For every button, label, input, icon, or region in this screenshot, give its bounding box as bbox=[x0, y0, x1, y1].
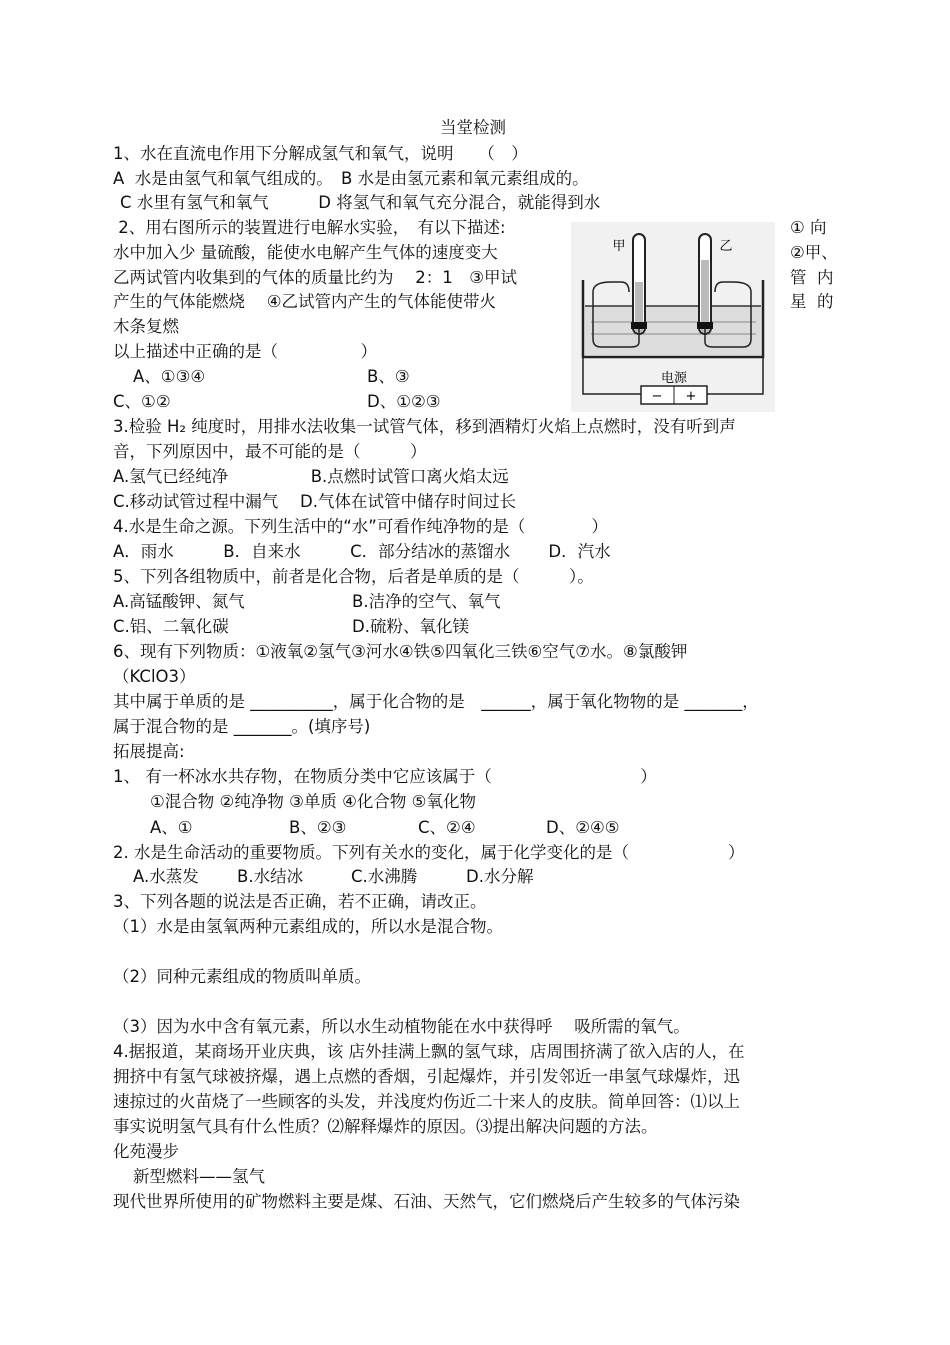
q1-options-ab: A 水是由氢气和氧气组成的。 B 水是由氢元素和氧元素组成的。 bbox=[113, 169, 589, 188]
q5-option-b: B.洁净的空气、氧气 bbox=[352, 592, 501, 611]
ext-q1-stem: 1、 有一杯冰水共存物，在物质分类中它应该属于（ ） bbox=[113, 767, 657, 786]
q2-right-1: ① 向 bbox=[790, 218, 827, 237]
ext-q2-option-d: D.水分解 bbox=[466, 867, 534, 886]
tube-right-label: 乙 bbox=[719, 239, 733, 254]
q5-option-c: C.铝、二氧化碳 bbox=[113, 617, 229, 636]
electrolysis-apparatus-figure bbox=[571, 222, 775, 412]
q2-ask: 以上描述中正确的是（ ） bbox=[113, 342, 377, 361]
q2-line-4: 产生的气体能燃烧 ④乙试管内产生的气体能使带火 bbox=[113, 292, 497, 311]
ext-q2-option-c: C.水沸腾 bbox=[351, 867, 418, 886]
q2-option-b: B、③ bbox=[367, 367, 410, 386]
q1-stem: 1、水在直流电作用下分解成氢气和氧气，说明 （ ） bbox=[113, 144, 528, 163]
q1-options-cd: C 水里有氢气和氧气 D 将氢气和氧气充分混合，就能得到水 bbox=[120, 193, 601, 212]
q4-stem: 4.水是生命之源。下列生活中的“水”可看作纯净物的是（ ） bbox=[113, 517, 608, 536]
ext-q3-item-2: （2）同种元素组成的物质叫单质。 bbox=[113, 967, 371, 986]
ext-q3-item-3: （3）因为水中含有氧元素，所以水生动植物能在水中获得呼 吸所需的氧气。 bbox=[113, 1017, 690, 1036]
ext-q1-items: ①混合物 ②纯净物 ③单质 ④化合物 ⑤氧化物 bbox=[150, 792, 476, 811]
q2-right-2: ②甲、 bbox=[790, 243, 838, 262]
q5-stem: 5、下列各组物质中，前者是化合物，后者是单质的是（ ）。 bbox=[113, 567, 594, 586]
q6-line-2: （KClO3） bbox=[113, 667, 196, 686]
extension-heading: 拓展提高: bbox=[113, 742, 185, 761]
minus-terminal: − bbox=[651, 389, 663, 404]
q5-option-d: D.硫粉、氧化镁 bbox=[352, 617, 469, 636]
q2-stem: 2、用右图所示的装置进行电解水实验， 有以下描述: bbox=[113, 218, 506, 237]
ext-q4-line-2: 拥挤中有氢气球被挤爆，遇上点燃的香烟，引起爆炸，并引发邻近一串氢气球爆炸，迅 bbox=[113, 1067, 740, 1086]
q2-option-a: A、①③④ bbox=[133, 367, 206, 386]
q2-line-2: 水中加入少 量硫酸，能使水电解产生气体的速度变大 bbox=[113, 243, 498, 262]
q3-options-ab: A.氢气已经纯净 B.点燃时试管口离火焰太远 bbox=[113, 467, 509, 486]
q3-line-1: 3.检验 H₂ 纯度时，用排水法收集一试管气体，移到酒精灯火焰上点燃时，没有听到声 bbox=[113, 417, 736, 436]
q3-line-2: 音，下列原因中，最不可能的是（ ） bbox=[113, 442, 427, 461]
page-title: 当堂检测 bbox=[440, 118, 506, 137]
reading-subtitle: 新型燃料——氢气 bbox=[133, 1167, 265, 1186]
ext-q1-option-b: B、②③ bbox=[289, 818, 347, 837]
q2-right-4: 星 的 bbox=[790, 292, 834, 311]
tube-left-label: 甲 bbox=[612, 239, 626, 254]
q3-options-cd: C.移动试管过程中漏气 D.气体在试管中储存时间过长 bbox=[113, 492, 516, 511]
q6-line-3: 其中属于单质的是 __________，属于化合物的是 ______，属于氧化物物的是 _______， bbox=[113, 692, 759, 711]
plus-terminal: + bbox=[685, 389, 697, 404]
q6-line-1: 6、现有下列物质：①液氧②氢气③河水④铁⑤四氧化三铁⑥空气⑦水。⑧氯酸钾 bbox=[113, 642, 688, 661]
power-label: 电源 bbox=[660, 371, 688, 386]
ext-q2-stem: 2. 水是生命活动的重要物质。下列有关水的变化，属于化学变化的是（ ） bbox=[113, 843, 745, 862]
q5-option-a: A.高锰酸钾、氮气 bbox=[113, 592, 245, 611]
ext-q2-option-a: A.水蒸发 bbox=[133, 867, 199, 886]
ext-q4-line-1: 4.据报道，某商场开业庆典，该 店外挂满上飘的氢气球，店周围挤满了欲入店的人，在 bbox=[113, 1042, 745, 1061]
q2-line-5: 木条复燃 bbox=[113, 317, 179, 336]
ext-q1-option-a: A、① bbox=[150, 818, 193, 837]
ext-q4-line-4: 事实说明氢气具有什么性质？⑵解释爆炸的原因。⑶提出解决问题的方法。 bbox=[113, 1117, 658, 1136]
ext-q2-option-b: B.水结冰 bbox=[237, 867, 304, 886]
reading-heading: 化苑漫步 bbox=[113, 1142, 179, 1161]
q2-line-3: 乙两试管内收集到的气体的质量比约为 2：1 ③甲试 bbox=[113, 268, 518, 287]
q6-line-4: 属于混合物的是 _______。(填序号) bbox=[113, 717, 371, 736]
reading-paragraph: 现代世界所使用的矿物燃料主要是煤、石油、天然气，它们燃烧后产生较多的气体污染 bbox=[113, 1192, 740, 1211]
ext-q4-line-3: 速掠过的火苗烧了一些顾客的头发，并浅度灼伤近二十来人的皮肤。简单回答：⑴以上 bbox=[113, 1092, 740, 1111]
ext-q3-stem: 3、下列各题的说法是否正确，若不正确，请改正。 bbox=[113, 892, 487, 911]
ext-q1-option-c: C、②④ bbox=[418, 818, 476, 837]
q2-right-3: 管 内 bbox=[790, 268, 834, 287]
ext-q3-item-1: （1）水是由氢氧两种元素组成的，所以水是混合物。 bbox=[113, 917, 503, 936]
ext-q1-option-d: D、②④⑤ bbox=[546, 818, 620, 837]
q2-option-d: D、①②③ bbox=[367, 392, 441, 411]
q2-option-c: C、①② bbox=[113, 392, 171, 411]
q4-options: A．雨水 B．自来水 C．部分结冰的蒸馏水 D．汽水 bbox=[113, 542, 611, 561]
